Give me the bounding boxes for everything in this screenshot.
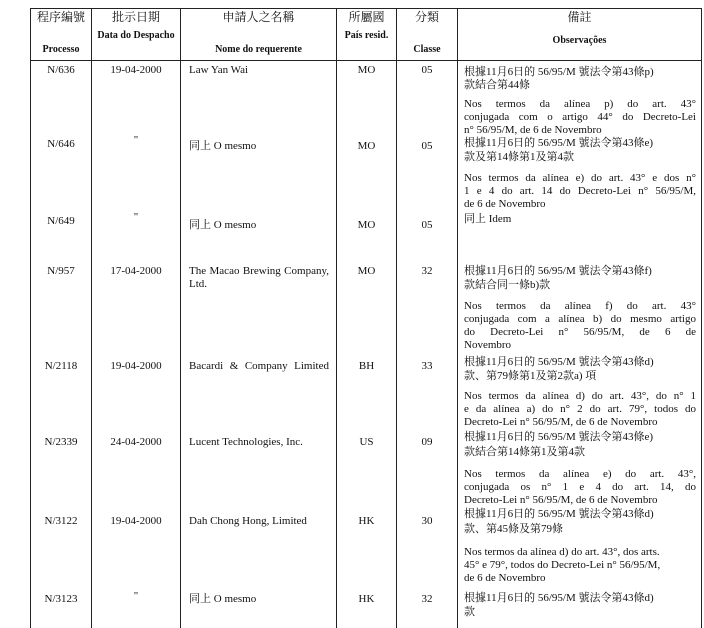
pais-cell: MO: [357, 265, 376, 277]
table-border-left: [30, 8, 31, 628]
nome-cell: Law Yan Wai: [189, 64, 249, 76]
classe-cell: 32: [421, 265, 433, 277]
nome-cell: 同上 O mesmo: [189, 140, 257, 152]
header-pt-label: País resid.: [344, 30, 389, 41]
pais-cell: MO: [357, 140, 376, 152]
classe-cell: 05: [421, 140, 433, 152]
observacao-line: 款結合第44條: [464, 79, 530, 91]
observacao-line: 款、第79條第1及第2款a) 項: [464, 370, 597, 382]
observacao-line: Decreto-Lei n° 56/95/M, de 6 de Novembro: [464, 494, 658, 506]
observacao-line: de 6 de Novembro: [464, 572, 546, 584]
classe-cell: 05: [421, 219, 433, 231]
pais-cell: HK: [358, 593, 375, 605]
observacao-line: 根據11月6日的 56/95/M 號法令第43條d): [464, 592, 654, 604]
table-border-right: [701, 8, 702, 628]
observacao-line: 根據11月6日的 56/95/M 號法令第43條d): [464, 356, 654, 368]
observacao-line: 根據11月6日的 56/95/M 號法令第43條d): [464, 508, 654, 520]
processo-cell: N/3123: [44, 593, 78, 605]
pais-cell: MO: [357, 64, 376, 76]
processo-cell: N/649: [47, 215, 75, 227]
observacao-line: 45° e 79°, todos do Decreto-Lei n° 56/95/M,: [464, 559, 661, 571]
processo-cell: N/636: [47, 64, 75, 76]
header-pt-label: Observações: [552, 35, 607, 46]
observacao-line: 根據11月6日的 56/95/M 號法令第43條e): [464, 431, 654, 443]
header-zh-label: 申請人之名稱: [222, 10, 295, 24]
nome-cell: Bacardi & Company Limited: [189, 360, 329, 372]
header-pt-label: Processo: [42, 44, 80, 55]
observacao-line: do Decreto-Lei n° 56/95/M, de 6 de: [464, 326, 696, 338]
processo-cell: N/646: [47, 138, 75, 150]
classe-cell: 32: [421, 593, 433, 605]
observacao-line: 款: [464, 606, 475, 618]
data-cell: ": [133, 590, 139, 602]
observacao-line: 1 e 4 do art. 14 do Decreto-Lei n° 56/95/M,: [464, 185, 696, 197]
observacao-line: Novembro: [464, 339, 512, 351]
nome-cell: Lucent Technologies, Inc.: [189, 436, 303, 448]
observacao-line: 款結合同一條b)款: [464, 279, 551, 291]
observacao-line: n° 56/95/M, de 6 de Novembro: [464, 124, 602, 136]
observacao-line: de 6 de Novembro: [464, 198, 546, 210]
observacao-line: 款、第45條及第79條: [464, 523, 563, 535]
data-cell: ": [133, 134, 139, 146]
observacao-line: conjugada os n° 1 e 4 do art. 14, do: [464, 481, 696, 493]
header-zh-label: 所屬國: [348, 10, 385, 24]
header-zh-label: 程序編號: [36, 10, 85, 24]
observacao-line: 款及第14條第1及第4款: [464, 151, 574, 163]
observacao-line: 款結合第14條第1及第4款: [464, 446, 585, 458]
nome-cell: 同上 O mesmo: [189, 593, 257, 605]
classe-cell: 33: [421, 360, 433, 372]
data-cell: 17-04-2000: [110, 265, 162, 277]
header-pt-label: Data do Despacho: [97, 30, 175, 41]
classe-cell: 09: [421, 436, 433, 448]
pais-cell: BH: [358, 360, 375, 372]
data-cell: 19-04-2000: [110, 515, 162, 527]
header-zh-label: 批示日期: [111, 10, 160, 24]
table-border-top: [30, 8, 702, 9]
classe-cell: 05: [421, 64, 433, 76]
header-zh-label: 備註: [567, 10, 592, 24]
column-divider: [180, 8, 181, 628]
observacao-line: Nos termos da alínea d) do art. 43°, do n° 1: [464, 390, 696, 402]
observacao-line: conjugada com a alínea b) do mesmo artigo: [464, 313, 696, 325]
header-pt-label: Classe: [413, 44, 441, 55]
header-separator: [30, 60, 702, 61]
observacao-line: 根據11月6日的 56/95/M 號法令第43條e): [464, 137, 654, 149]
observacao-line: Nos termos da alínea e) do art. 43° e dos n°: [464, 172, 696, 184]
nome-cell: Dah Chong Hong, Limited: [189, 515, 307, 527]
observacao-line: 同上 Idem: [464, 213, 512, 225]
observacao-line: Nos termos da alínea e) do art. 43°,: [464, 468, 696, 480]
nome-cell: The Macao Brewing Company, Ltd.: [189, 265, 329, 290]
column-divider: [457, 8, 458, 628]
processo-cell: N/2339: [44, 436, 78, 448]
processo-cell: N/2118: [44, 360, 78, 372]
observacao-line: Decreto-Lei n° 56/95/M, de 6 de Novembro: [464, 416, 658, 428]
column-divider: [396, 8, 397, 628]
processo-cell: N/957: [47, 265, 75, 277]
observacao-line: 根據11月6日的 56/95/M 號法令第43條p): [464, 66, 654, 78]
nome-cell: 同上 O mesmo: [189, 219, 257, 231]
observacao-line: Nos termos da alínea p) do art. 43°: [464, 98, 696, 110]
data-cell: ": [133, 211, 139, 223]
classe-cell: 30: [421, 515, 433, 527]
observacao-line: conjugada com o artigo 44° do Decreto-Lei: [464, 111, 696, 123]
header-pt-label: Nome do requerente: [215, 44, 302, 55]
header-zh-label: 分類: [414, 10, 439, 24]
data-cell: 19-04-2000: [110, 64, 162, 76]
observacao-line: Nos termos da alínea f) do art. 43°: [464, 300, 696, 312]
pais-cell: HK: [358, 515, 375, 527]
data-cell: 19-04-2000: [110, 360, 162, 372]
data-cell: 24-04-2000: [110, 436, 162, 448]
column-divider: [91, 8, 92, 628]
observacao-line: e da alínea a) do n° 2 do art. 79°, todos do: [464, 403, 696, 415]
processo-cell: N/3122: [44, 515, 78, 527]
observacao-line: 根據11月6日的 56/95/M 號法令第43條f): [464, 265, 652, 277]
pais-cell: MO: [357, 219, 376, 231]
column-divider: [336, 8, 337, 628]
observacao-line: Nos termos da alínea d) do art. 43°, dos arts.: [464, 546, 660, 558]
pais-cell: US: [359, 436, 374, 448]
